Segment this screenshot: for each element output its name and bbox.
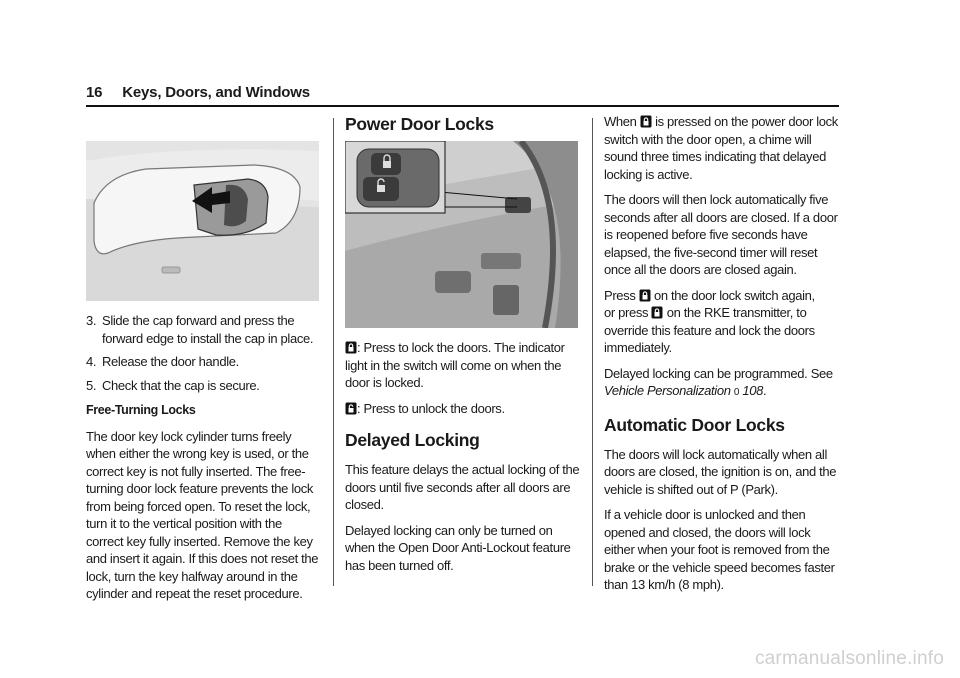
text-fragment: . — [763, 383, 767, 398]
lock-text: : Press to lock the doors. The indicator light in the switch will come on when the door is locked. — [345, 340, 565, 390]
power-door-locks-title: Power Door Locks — [345, 114, 494, 134]
lock-icon — [651, 306, 663, 319]
list-item — [86, 377, 322, 395]
column-divider — [333, 118, 334, 586]
text-fragment: is pressed on the power door lock switch with the door open, a chime will sound three times indicating that delayed locking is active. — [604, 114, 838, 182]
text-fragment: or press — [604, 305, 649, 320]
override-paragraph — [604, 287, 842, 357]
unlock-description — [345, 400, 581, 418]
column-divider — [592, 118, 593, 586]
step-text: Release the door handle. — [102, 354, 239, 369]
section-title: Keys, Doors, and Windows — [122, 84, 310, 101]
column-right — [604, 113, 842, 602]
lock-icon — [345, 341, 357, 354]
page-number: 16 — [86, 84, 103, 101]
text-fragment: When — [604, 114, 637, 129]
unlock-text: : Press to unlock the doors. — [357, 400, 505, 416]
text-fragment: on the door lock switch again, — [654, 287, 815, 303]
door-lock-switch-figure — [345, 141, 578, 328]
step-number: 4. — [86, 354, 97, 369]
auto-lock-paragraph: The doors will then lock automatically five seconds after all doors are closed. If a door is reopened before five seconds have elapsed, the five-second timer will reset once all the doors are closed again. — [604, 192, 838, 277]
lock-description — [345, 339, 581, 392]
vehicle-personalization-link[interactable]: Vehicle Personalization — [604, 383, 731, 398]
column-middle-text — [345, 339, 581, 582]
step-text: Slide the cap forward and press the forward edge to install the cap in place. — [102, 313, 314, 346]
delayed-locking-title: Delayed Locking — [345, 430, 480, 450]
step-number: 3. — [86, 313, 97, 328]
lock-icon — [639, 289, 651, 302]
list-item — [86, 312, 322, 347]
door-handle-figure — [86, 141, 319, 301]
list-item — [86, 353, 322, 371]
header-rule — [86, 105, 839, 107]
steps-list — [86, 312, 322, 394]
column-left — [86, 312, 322, 611]
lock-icon — [640, 115, 652, 128]
step-text: Check that the cap is secure. — [102, 377, 260, 393]
delayed-locking-p1: This feature delays the actual locking of the doors until five seconds after all doors are closed. — [345, 462, 580, 512]
automatic-door-locks-title: Automatic Door Locks — [604, 414, 785, 435]
auto-locks-p2: If a vehicle door is unlocked and then opened and closed, the doors will lock either when your foot is removed from the brake or the vehicle speed becomes faster than 13 km/h (8 mph). — [604, 507, 835, 592]
auto-locks-p1: The doors will lock automatically when all doors are closed, the ignition is on, and the vehicle is shifted out of P (Park). — [604, 446, 837, 497]
watermark: carmanualsonline.info — [754, 648, 944, 669]
programming-paragraph — [604, 365, 842, 402]
free-turning-body: The door key lock cylinder turns freely when either the wrong key is used, or the correct key is not fully inserted. The free-turning door lock feature prevents the lock from being forced open. To reset the lock, turn it to the vertical position with the correct key fully inserted. Remove the key and insert it again. If this does not reset the lock, turn the key halfway around in the cylinder and repeat the reset procedure. — [86, 428, 319, 601]
delayed-locking-p2: Delayed locking can only be turned on when the Open Door Anti-Lockout feature has been turned off. — [345, 522, 571, 573]
page-ref-arrow: 0 — [733, 387, 740, 398]
step-number: 5. — [86, 377, 97, 393]
page-header — [86, 84, 310, 101]
text-fragment: Press — [604, 287, 636, 303]
text-fragment: on the RKE transmitter, to override this feature and lock the doors immediately. — [604, 305, 815, 355]
unlock-icon — [345, 402, 357, 415]
page-ref-number[interactable]: 108 — [742, 383, 763, 398]
free-turning-subhead: Free-Turning Locks — [86, 403, 196, 417]
chime-paragraph — [604, 113, 842, 183]
text-fragment: Delayed locking can be programmed. See — [604, 365, 833, 381]
